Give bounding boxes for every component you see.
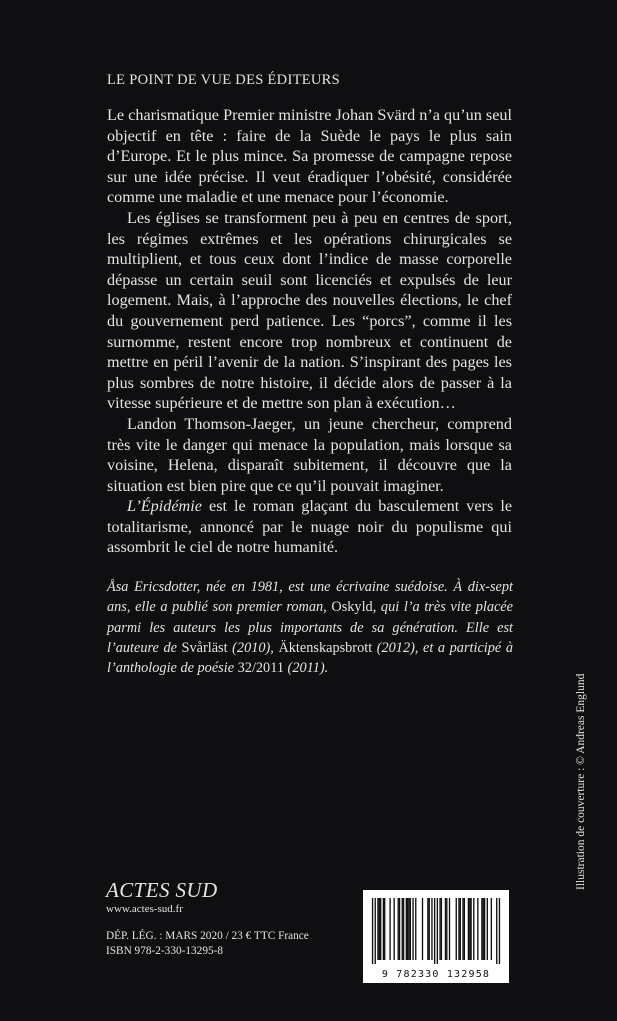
barcode-bar	[412, 898, 413, 960]
barcode-bar	[410, 898, 411, 960]
barcode-bar	[434, 898, 435, 964]
barcode-bar	[449, 898, 450, 960]
barcode-bar	[487, 898, 488, 960]
bio-fragment: (2010),	[227, 639, 279, 656]
book-title: Oskyld	[331, 599, 373, 616]
barcode-bar	[491, 898, 492, 960]
barcode-bar	[439, 898, 440, 960]
publisher-logo: ACTES SUD	[106, 878, 218, 902]
barcode-bar	[445, 898, 446, 960]
cover-credit: Illustration de couverture : © Andreas Englund	[575, 673, 587, 890]
barcode-bar	[403, 898, 404, 960]
bio-fragment: Åsa Ericsdotter, née en 1981, est une écrivaine suédoise. À dix-sept ans, elle a publié son premier roman,	[107, 579, 513, 616]
barcode-bar	[383, 898, 384, 960]
barcode-bar	[398, 898, 399, 960]
barcode-bar	[458, 898, 459, 960]
barcode-bar	[464, 898, 465, 960]
bio-fragment: (2012), et a participé à l’anthologie de poésie	[107, 639, 513, 677]
barcode-bar	[427, 898, 428, 960]
book-title: L’Épidémie	[127, 497, 202, 516]
barcode	[363, 890, 509, 983]
barcode-bar	[460, 898, 461, 960]
barcode-bar	[473, 898, 474, 960]
barcode-number: 9 782330 132958	[381, 969, 491, 980]
barcode-bars	[363, 890, 509, 970]
section-heading: LE POINT DE VUE DES ÉDITEURS	[107, 72, 341, 88]
isbn-line: ISBN 978-2-330-13295-8	[106, 945, 224, 957]
barcode-bar	[375, 898, 376, 964]
barcode-bar	[468, 898, 469, 960]
barcode-bar	[406, 898, 407, 960]
barcode-bar	[483, 898, 484, 960]
barcode-bar	[431, 898, 432, 960]
barcode-bar	[456, 898, 457, 960]
barcode-bar	[415, 898, 416, 960]
barcode-bar	[379, 898, 380, 960]
barcode-bar	[384, 898, 385, 960]
barcode-bar	[469, 898, 470, 960]
blurb-paragraph: Landon Thomson-Jaeger, un jeune chercheur, comprend très vite le danger qui menace la population, mais lorsque sa voisine, Helena, disparaît subitement, il découvre que la situation est bien pire que ce qu’il pouvait imaginer.	[107, 414, 512, 495]
barcode-bar	[408, 898, 409, 960]
barcode-bar	[380, 898, 381, 960]
bio-fragment: (2011).	[283, 660, 329, 677]
legal-deposit: DÉP. LÉG. : MARS 2020 / 23 € TTC France	[106, 930, 309, 942]
barcode-bar	[470, 898, 471, 960]
publisher-website: www.actes-sud.fr	[106, 903, 183, 915]
book-title: Svårläst	[181, 639, 228, 656]
blurb-paragraph	[107, 496, 512, 558]
barcode-bar	[407, 898, 408, 960]
barcode-bar	[477, 898, 478, 960]
barcode-bar	[462, 898, 463, 960]
barcode-bar	[437, 898, 438, 964]
blurb-text	[107, 105, 512, 558]
blurb-text-fragment: est le roman glaçant du basculement vers le totalitarisme, annoncé par le nuage noir du populisme qui assombrit le ciel de notre humanité.	[107, 497, 512, 557]
barcode-bar	[446, 898, 447, 960]
bio-fragment: , qui l’a très vite placée parmi les auteurs les plus importants de sa génération. Elle est l’auteure de	[107, 599, 513, 656]
legal-info	[106, 929, 309, 959]
barcode-bar	[429, 898, 430, 960]
barcode-bar	[441, 898, 442, 960]
barcode-bar	[389, 898, 390, 960]
barcode-bar	[499, 898, 500, 964]
barcode-bar	[372, 898, 373, 964]
barcode-bar	[484, 898, 485, 960]
barcode-bar	[481, 898, 482, 960]
barcode-bar	[399, 898, 400, 960]
author-bio	[107, 577, 513, 678]
barcode-bar	[496, 898, 497, 964]
book-title: Äktenskapsbrott	[278, 639, 373, 656]
blurb-paragraph: Les églises se transforment peu à peu en centres de sport, les régimes extrêmes et les opérations chirurgicales se multiplient, et tous ceux dont l’indice de masse corporelle dépasse un certain seuil sont licenciés et expulsés de leur logement. Mais, à l’approche des nouvelles élections, le chef du gouvernement perd patience. Les “porcs”, comme il les surnomme, restent encore trop nombreux et continuent de mettre en péril l’avenir de la nation. S’inspirant des pages les plus sombres de notre histoire, il décide alors de passer à la vitesse supérieure et de mettre son plan à exécution…	[107, 208, 512, 413]
blurb-paragraph: Le charismatique Premier ministre Johan Svärd n’a qu’un seul objectif en tête : faire de la Suède le pays le plus sain d’Europe. Et le plus mince. Sa promesse de campagne repose sur une idée précise. Il veut éradiquer l’obésité, considérée comme une maladie et une menace pour l’économie.	[107, 106, 512, 207]
barcode-bar	[422, 898, 423, 960]
barcode-bar	[393, 898, 394, 960]
barcode-bar	[377, 898, 378, 960]
barcode-bar	[402, 898, 403, 960]
book-title: 32/2011	[237, 660, 284, 677]
